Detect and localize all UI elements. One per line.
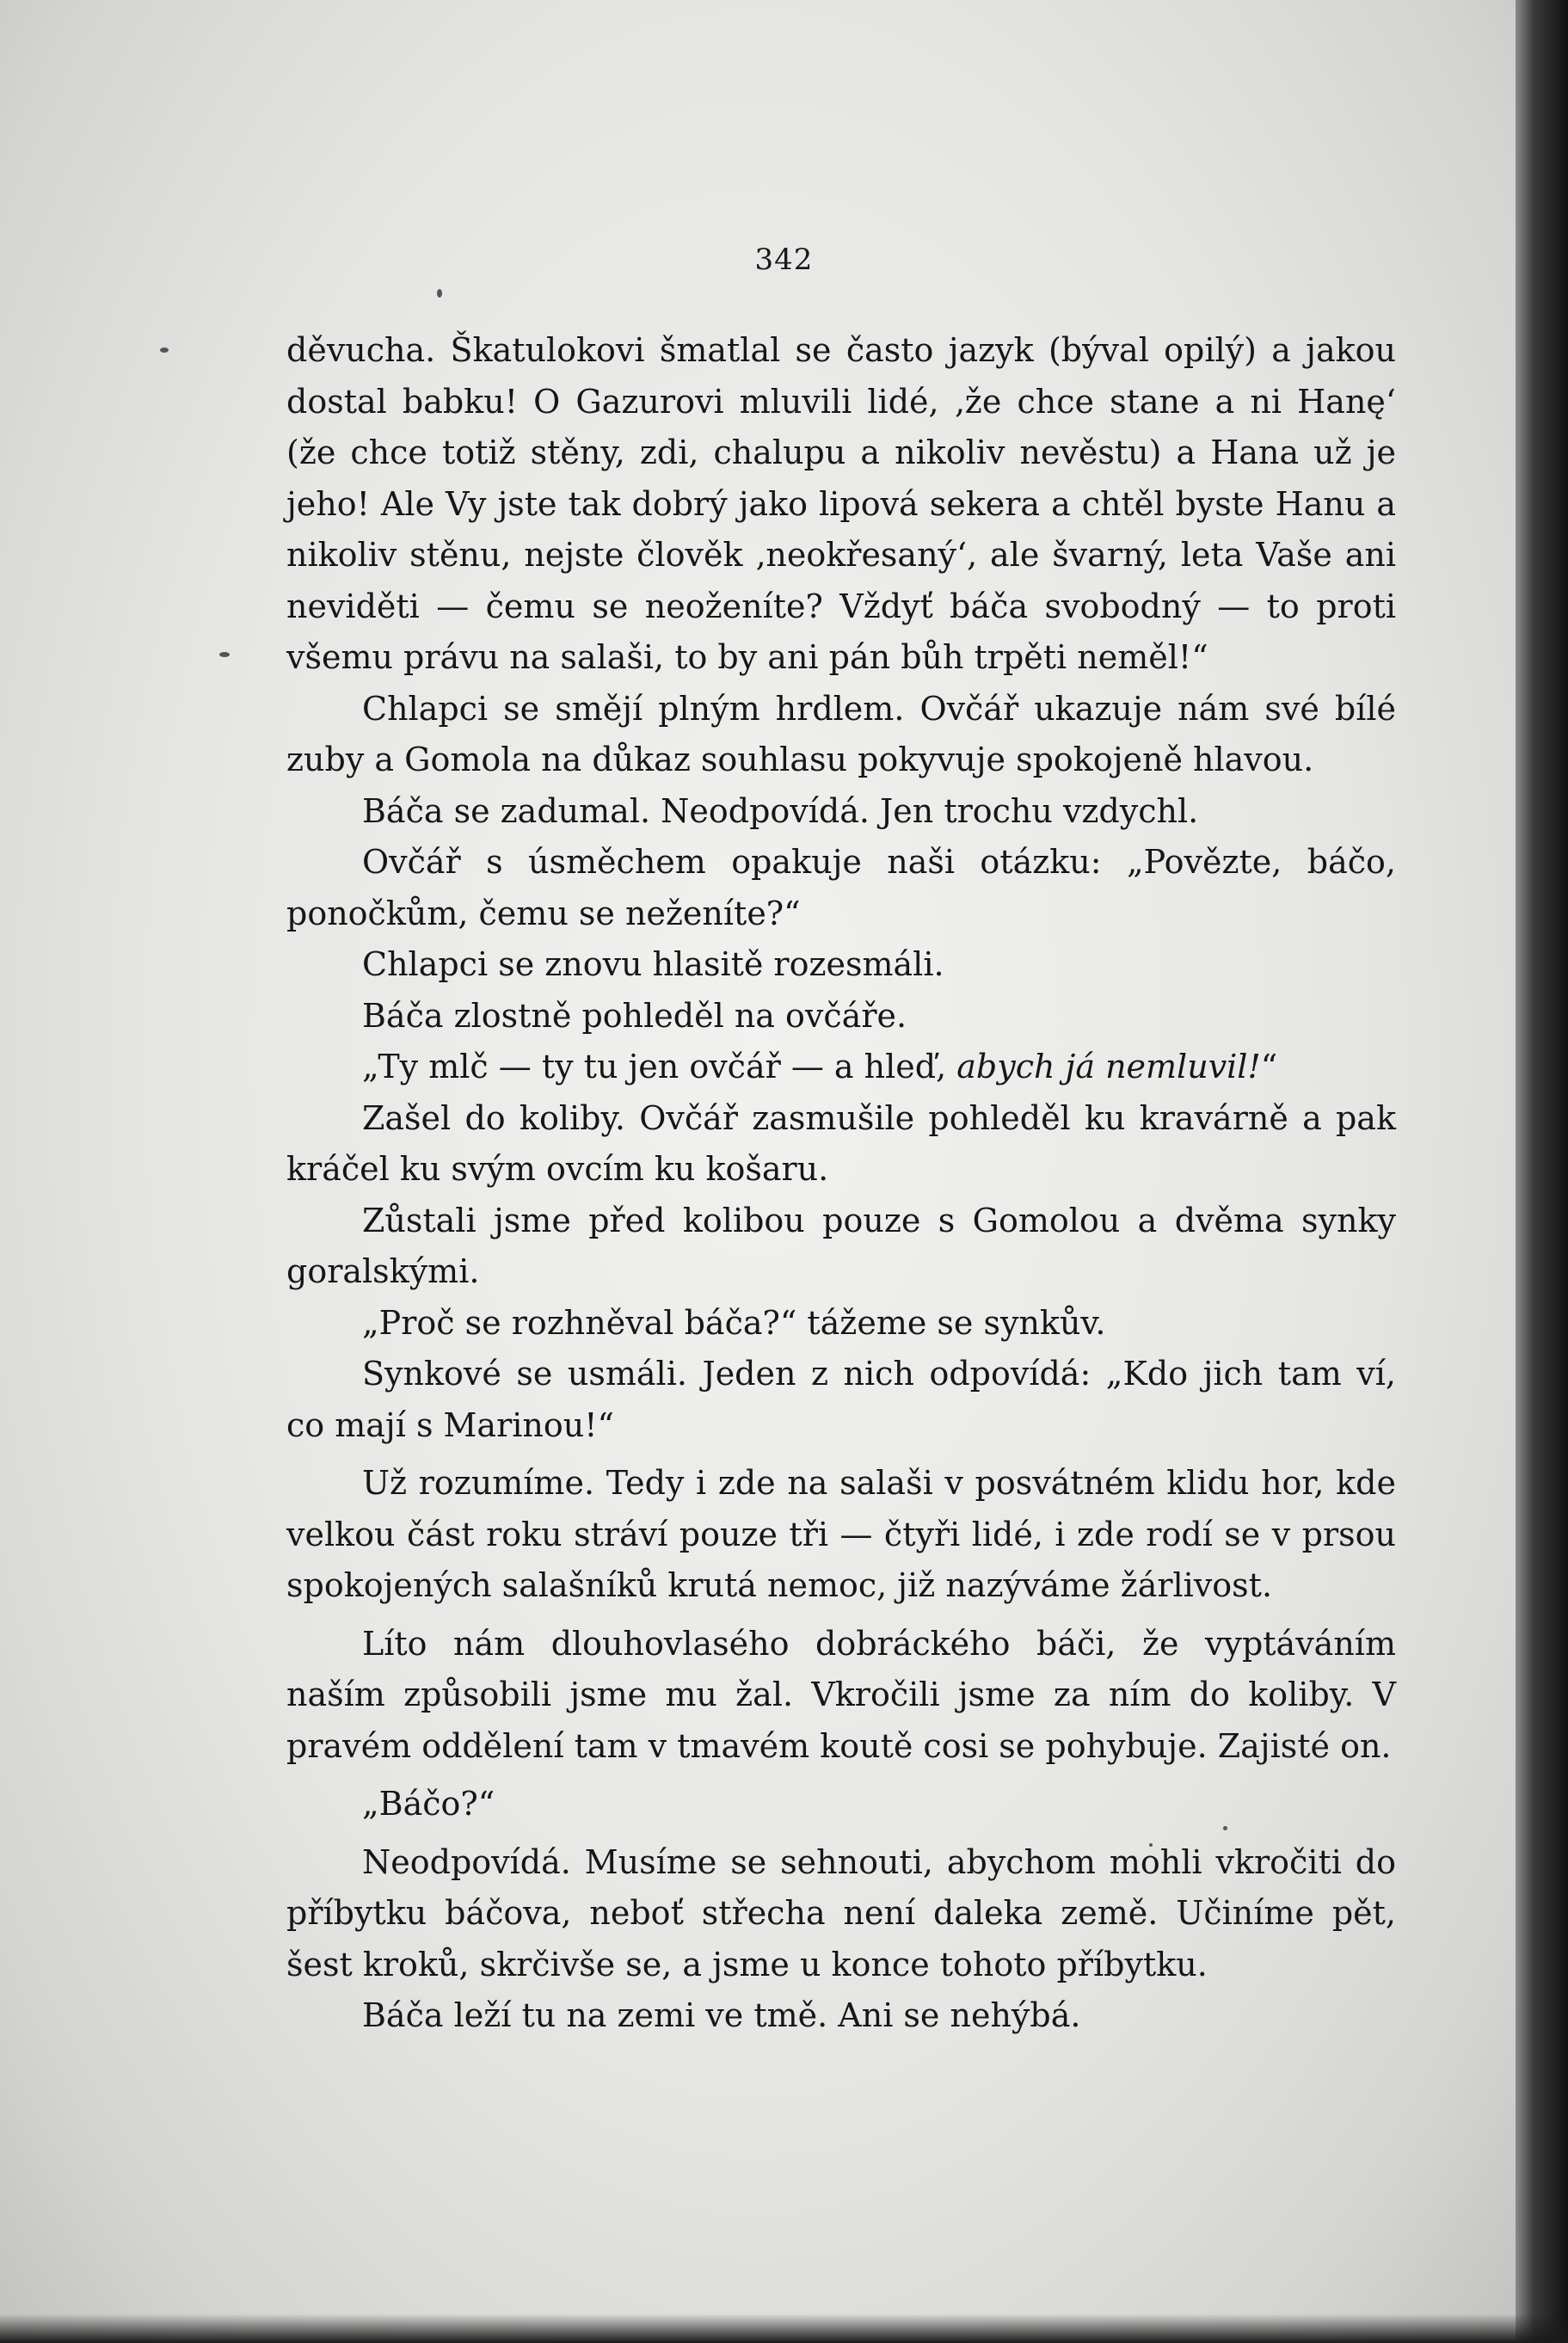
- paragraph: Zašel do koliby. Ovčář zasmušile pohleděl ku kravárně a pak kráčel ku svým ovcím ku košaru.: [286, 1098, 1396, 1188]
- italic-emphasis: abych já nemluvil!: [956, 1048, 1261, 1085]
- print-speck: [219, 652, 230, 657]
- paragraph: Ovčář s úsměchem opakuje naši otázku: „Povězte, báčo, ponočkům, čemu se neženíte?“: [286, 843, 1396, 932]
- paragraph: Neodpovídá. Musíme se sehnouti, abychom mohli vkročiti do příbytku báčova, neboť střecha není daleka země. Učiníme pět, šest kroků, skrčivše se, a jsme u konce tohoto příbytku.: [286, 1842, 1396, 1983]
- paragraph: Zůstali jsme před kolibou pouze s Gomolou a dvěma synky goralskými.: [286, 1201, 1396, 1290]
- paragraph: Báča zlostně pohleděl na ovčáře.: [362, 996, 907, 1035]
- page-edge-shadow: [1516, 0, 1568, 2343]
- page-bottom-shadow: [0, 2314, 1568, 2343]
- paragraph: Líto nám dlouhovlasého dobráckého báči, že vyptáváním naším způsobili jsme mu žal. Vkročili jsme za ním do koliby. V pravém oddělení tam v tmavém koutě cosi se pohybuje. Zajisté on.: [286, 1624, 1396, 1765]
- paragraph: Synkové se usmáli. Jeden z nich odpovídá: „Kdo jich tam ví, co mají s Marinou!“: [286, 1355, 1396, 1444]
- paragraph: Chlapci se znovu hlasitě rozesmáli.: [362, 945, 944, 983]
- print-speck: [437, 289, 442, 298]
- dialogue-text: „Ty mlč — ty tu jen ovčář — a hleď,: [362, 1048, 957, 1085]
- paragraph: „Proč se rozhněval báča?“ tážeme se synkův.: [362, 1303, 1106, 1342]
- paragraph: děvucha. Škatulokovi šmatlal se často jazyk (býval opilý) a jakou dostal babku! O Gazurovi mluvili lidé, ‚že chce stane a ni Hanę‘ (že chce totiž stěny, zdi, chalupu a nikoliv nevěstu) a Hana už je jeho! Ale Vy jste tak dobrý jako lipová sekera a chtěl byste Hanu a nikoliv stěnu, nejste člověk ‚neokřesaný‘, ale švarný, leta Vaše ani neviděti — čemu se neoženíte? Vždyť báča svobodný — to proti všemu právu na salaši, to by ani pán bůh trpěti neměl!“: [286, 331, 1396, 676]
- closing-quote: “: [1260, 1048, 1278, 1085]
- page-number: 342: [754, 243, 814, 277]
- paragraph: Chlapci se smějí plným hrdlem. Ovčář ukazuje nám své bílé zuby a Gomola na důkaz souhlasu pokyvuje spokojeně hlavou.: [286, 689, 1396, 778]
- print-speck: [160, 347, 169, 353]
- paragraph: Už rozumíme. Tedy i zde na salaši v posvátném klidu hor, kde velkou část roku stráví pouze tři — čtyři lidé, i zde rodí se v prsou spokojených salašníků krutá nemoc, již nazýváme žárlivost.: [286, 1464, 1396, 1604]
- paragraph: Báča leží tu na zemi ve tmě. Ani se nehýbá.: [362, 1996, 1081, 2034]
- paragraph: „Báčo?“: [362, 1785, 495, 1823]
- paragraph: [286, 1042, 1396, 1093]
- body-text: [286, 325, 1396, 2042]
- paragraph: Báča se zadumal. Neodpovídá. Jen trochu vzdychl.: [362, 791, 1199, 830]
